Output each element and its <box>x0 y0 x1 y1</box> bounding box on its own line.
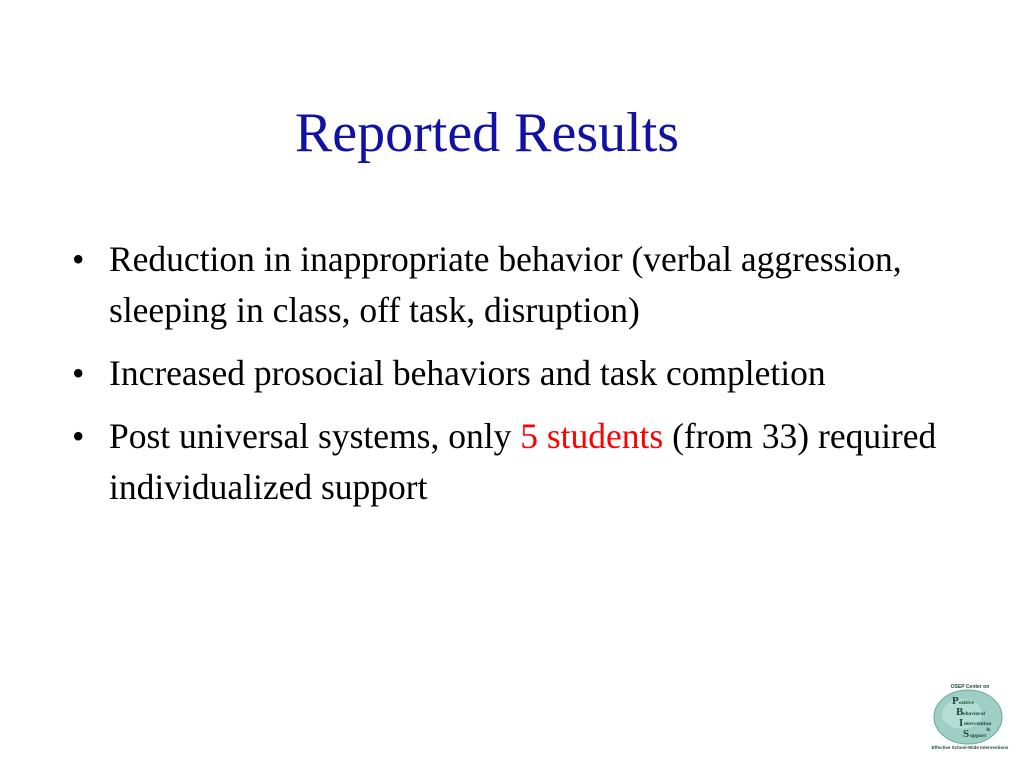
bullet-text-after: (from 33) required individualized support <box>109 416 937 507</box>
bullet-text-before: Post universal systems, only <box>109 416 521 456</box>
bullet-item <box>72 234 972 336</box>
logo-word: ositive <box>959 700 974 706</box>
logo-letter: B <box>956 706 964 718</box>
logo-word: ntervention <box>964 721 992 727</box>
bullet-text: Reduction in inappropriate behavior (verbal aggression, sleeping in class, off task, disruption) <box>109 239 902 330</box>
bullet-marker: • <box>72 353 85 393</box>
bullet-marker: • <box>72 239 85 279</box>
bullet-item <box>72 348 972 399</box>
logo-word: & <box>986 727 991 733</box>
slide-title: Reported Results <box>294 102 680 164</box>
logo-word: upport <box>970 733 987 739</box>
bullet-list <box>72 234 972 525</box>
bullet-item <box>72 411 972 513</box>
bullet-text: Increased prosocial behaviors and task completion <box>109 353 826 393</box>
logo-caption: OSEP Center on <box>950 684 990 690</box>
pbis-logo <box>928 684 1012 750</box>
pbis-logo-emblem <box>928 684 1012 750</box>
logo-footer: Effective School-Wide Interventions <box>931 745 1009 750</box>
highlight-text: 5 students <box>520 416 664 456</box>
logo-letter: I <box>959 717 964 729</box>
logo-letter: P <box>952 695 959 707</box>
bullet-marker: • <box>72 416 85 456</box>
logo-word: ehavioral <box>963 711 985 717</box>
logo-letter: S <box>963 728 970 740</box>
